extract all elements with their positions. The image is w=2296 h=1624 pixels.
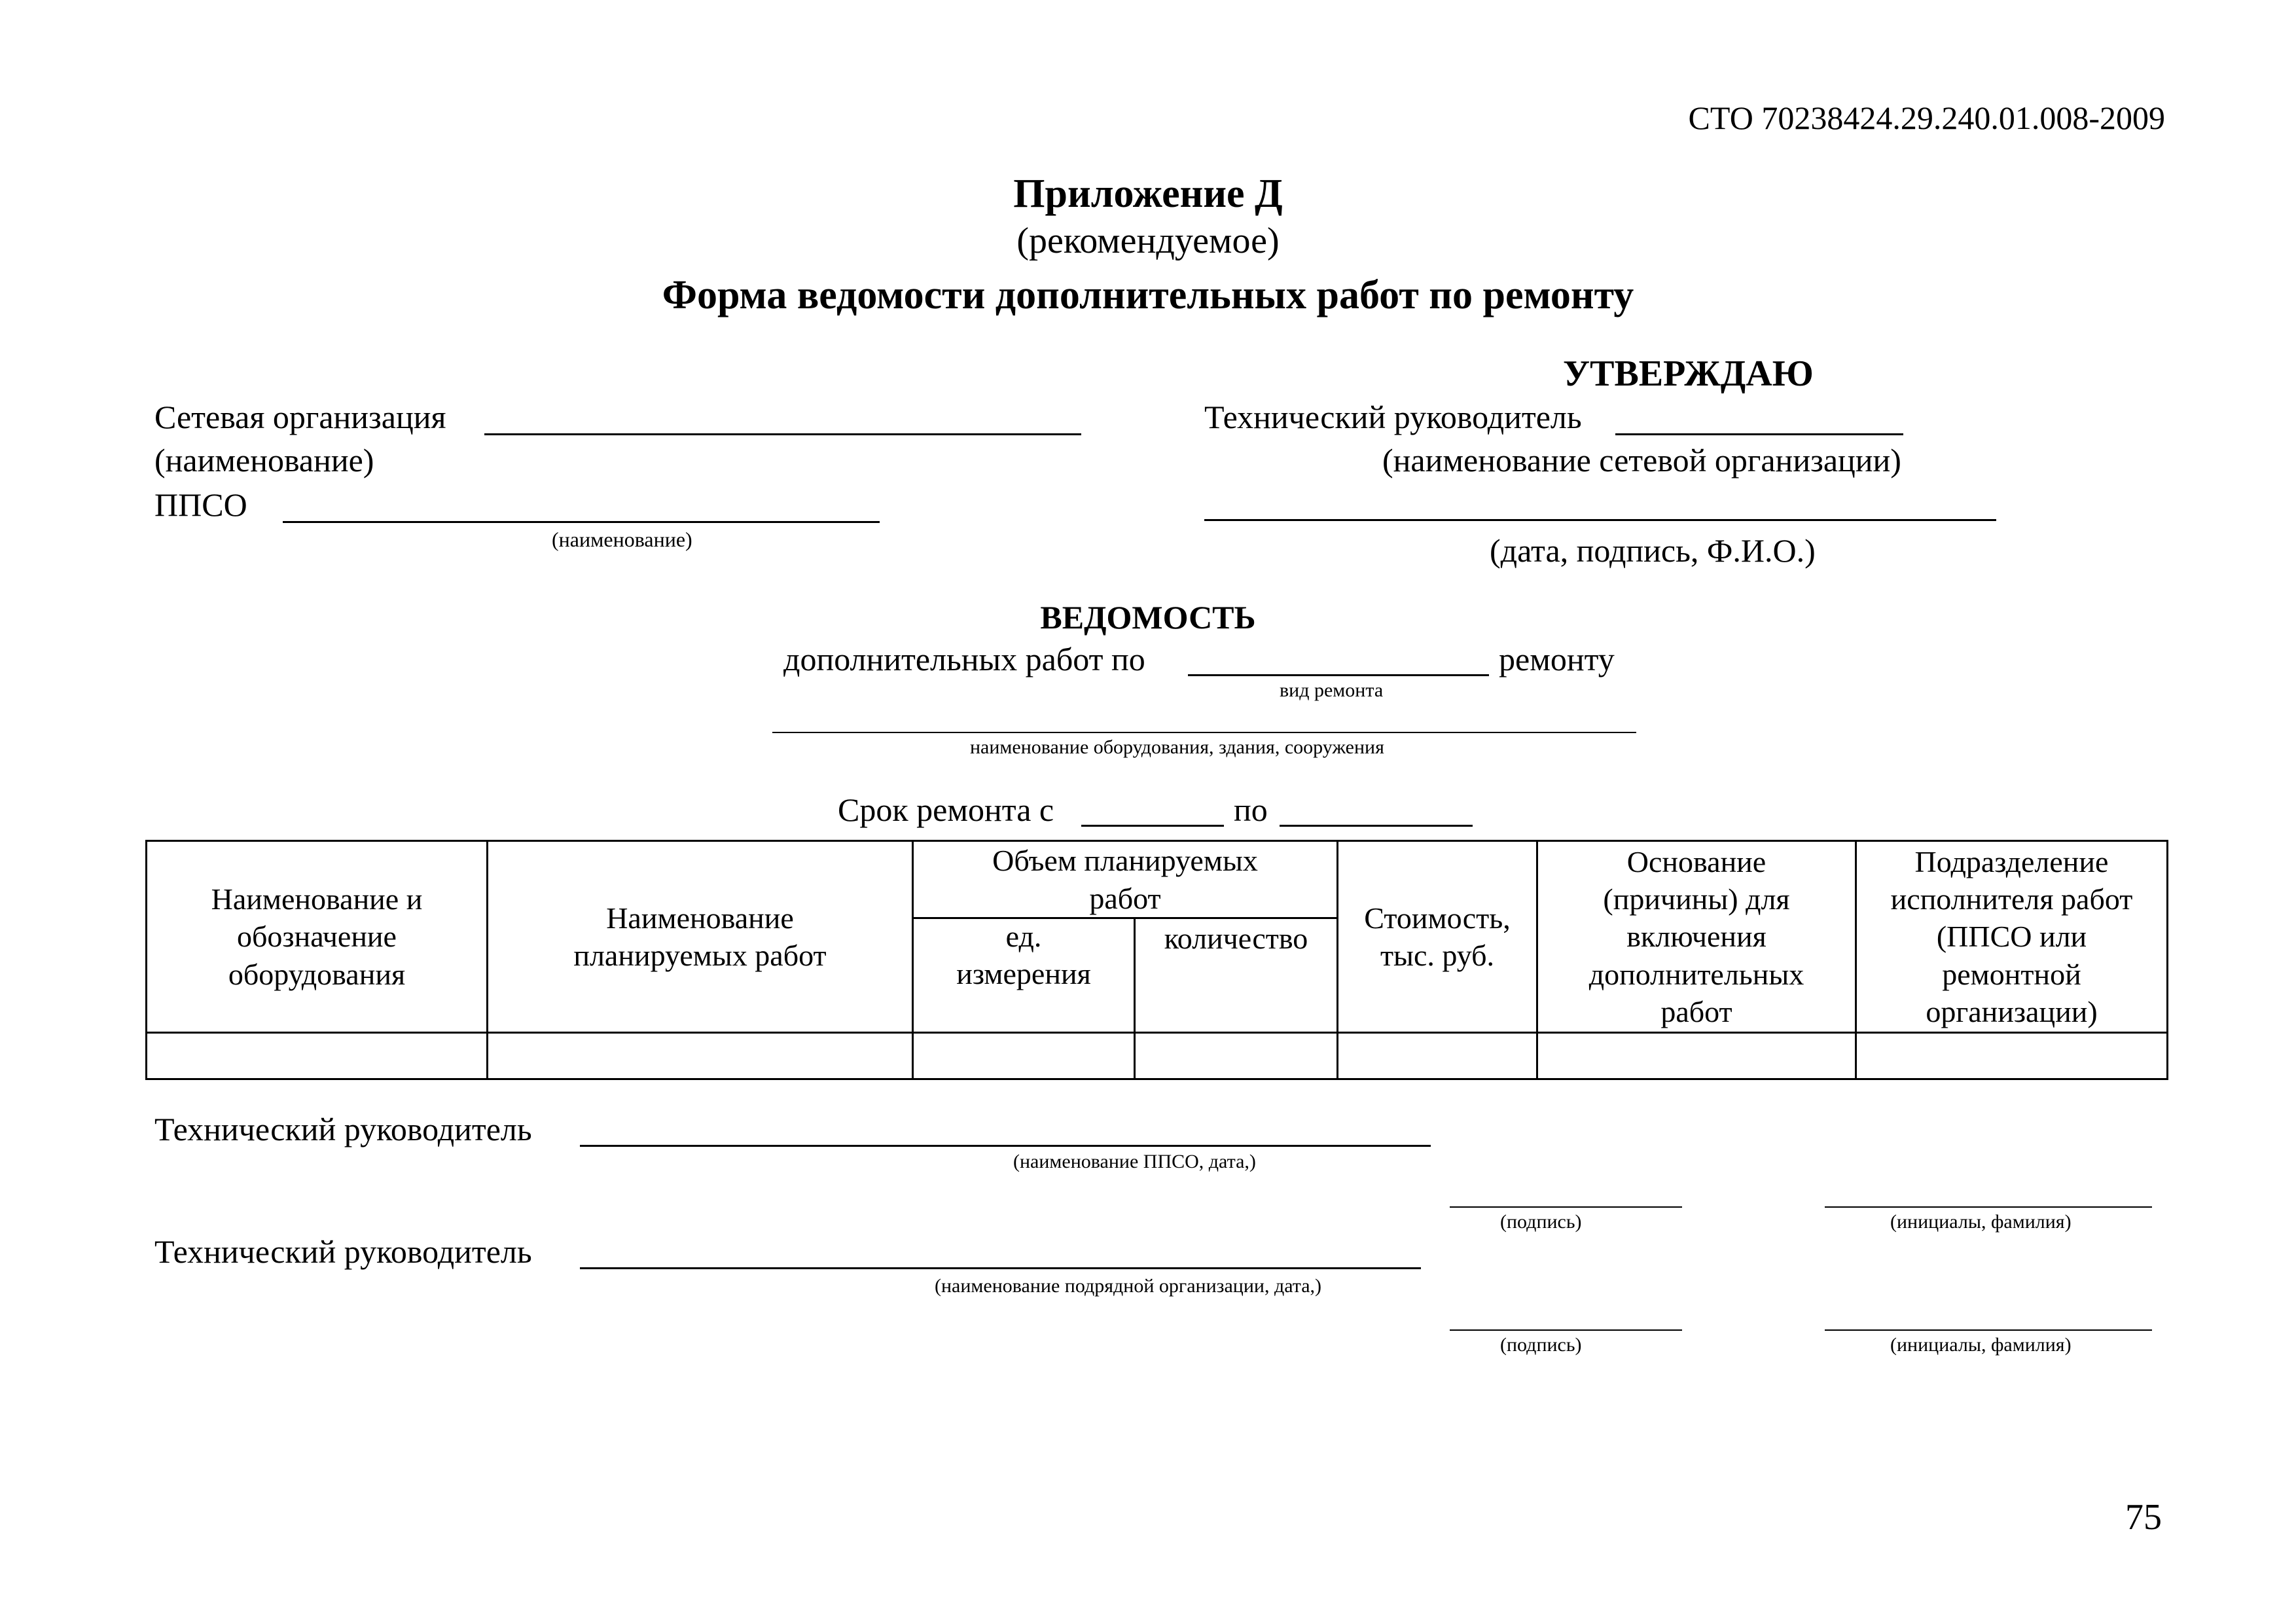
signature-row1-line [580,1145,1431,1147]
header-qty: количество [1164,922,1308,956]
header-equipment: Наименование и обозначение оборудования [211,882,423,991]
ppso-line [283,521,880,523]
signature-row1-sign-hint: (подпись) [1500,1211,1582,1233]
header-dept: Подразделение исполнителя работ (ППСО или ремонтной организации) [1890,845,2133,1028]
signature-row1-name-hint: (инициалы, фамилия) [1890,1211,2072,1233]
header-volume: Объем планируемых работ [992,844,1258,915]
form-title: Форма ведомости дополнительных работ по ремонту [662,273,1634,317]
signature-row1-label: Технический руководитель [154,1111,532,1147]
term-from-label: Срок ремонта с [838,791,1054,828]
signature-row2-label: Технический руководитель [154,1233,532,1270]
network-org-hint: (наименование) [154,442,374,478]
signature-row2-name-hint: (инициалы, фамилия) [1890,1334,2072,1356]
approve-label: УТВЕРЖДАЮ [1563,353,1814,394]
header-unit: ед. измерения [956,919,1091,990]
signature-row1-sign-line [1450,1206,1682,1208]
statement-work-suffix: ремонту [1499,641,1615,677]
works-table [145,840,2168,1080]
ppso-label: ППСО [154,486,247,523]
approve-tech-head-line [1615,433,1903,435]
statement-title: ВЕДОМОСТЬ [1040,599,1256,636]
signature-row2-sign-line [1450,1329,1682,1331]
ppso-hint: (наименование) [552,528,692,551]
repair-type-hint: вид ремонта [1280,679,1384,701]
signature-row2-line [580,1267,1421,1269]
header-cost: Стоимость, тыс. руб. [1364,901,1511,972]
header-works: Наименование планируемых работ [573,901,827,972]
term-to-label: по [1234,791,1268,828]
network-org-label: Сетевая организация [154,399,446,435]
appendix-subtitle: (рекомендуемое) [1016,221,1280,261]
signature-row1-name-line [1825,1206,2152,1208]
signature-row2-sign-hint: (подпись) [1500,1334,1582,1356]
approve-tech-head: Технический руководитель [1204,399,1582,435]
approve-sign-line [1204,519,1996,521]
approve-sign-hint: (дата, подпись, Ф.И.О.) [1490,532,1816,569]
network-org-line [484,433,1081,435]
page-number: 75 [2125,1497,2162,1538]
term-from-line [1081,825,1224,827]
document-code: СТО 70238424.29.240.01.008-2009 [1688,99,2165,136]
signature-row2-hint: (наименование подрядной организации, дата,) [935,1275,1322,1297]
header-reason: Основание (причины) для включения дополнительных работ [1588,845,1804,1028]
equipment-line [772,732,1636,733]
repair-type-line [1188,674,1489,676]
term-to-line [1280,825,1473,827]
signature-row2-name-line [1825,1329,2152,1331]
signature-row1-hint: (наименование ППСО, дата,) [1013,1151,1256,1172]
appendix-title: Приложение Д [1013,171,1283,216]
equipment-hint: наименование оборудования, здания, сооружения [970,736,1384,758]
statement-work-prefix: дополнительных работ по [783,641,1145,677]
approve-org-hint: (наименование сетевой организации) [1382,442,1901,478]
